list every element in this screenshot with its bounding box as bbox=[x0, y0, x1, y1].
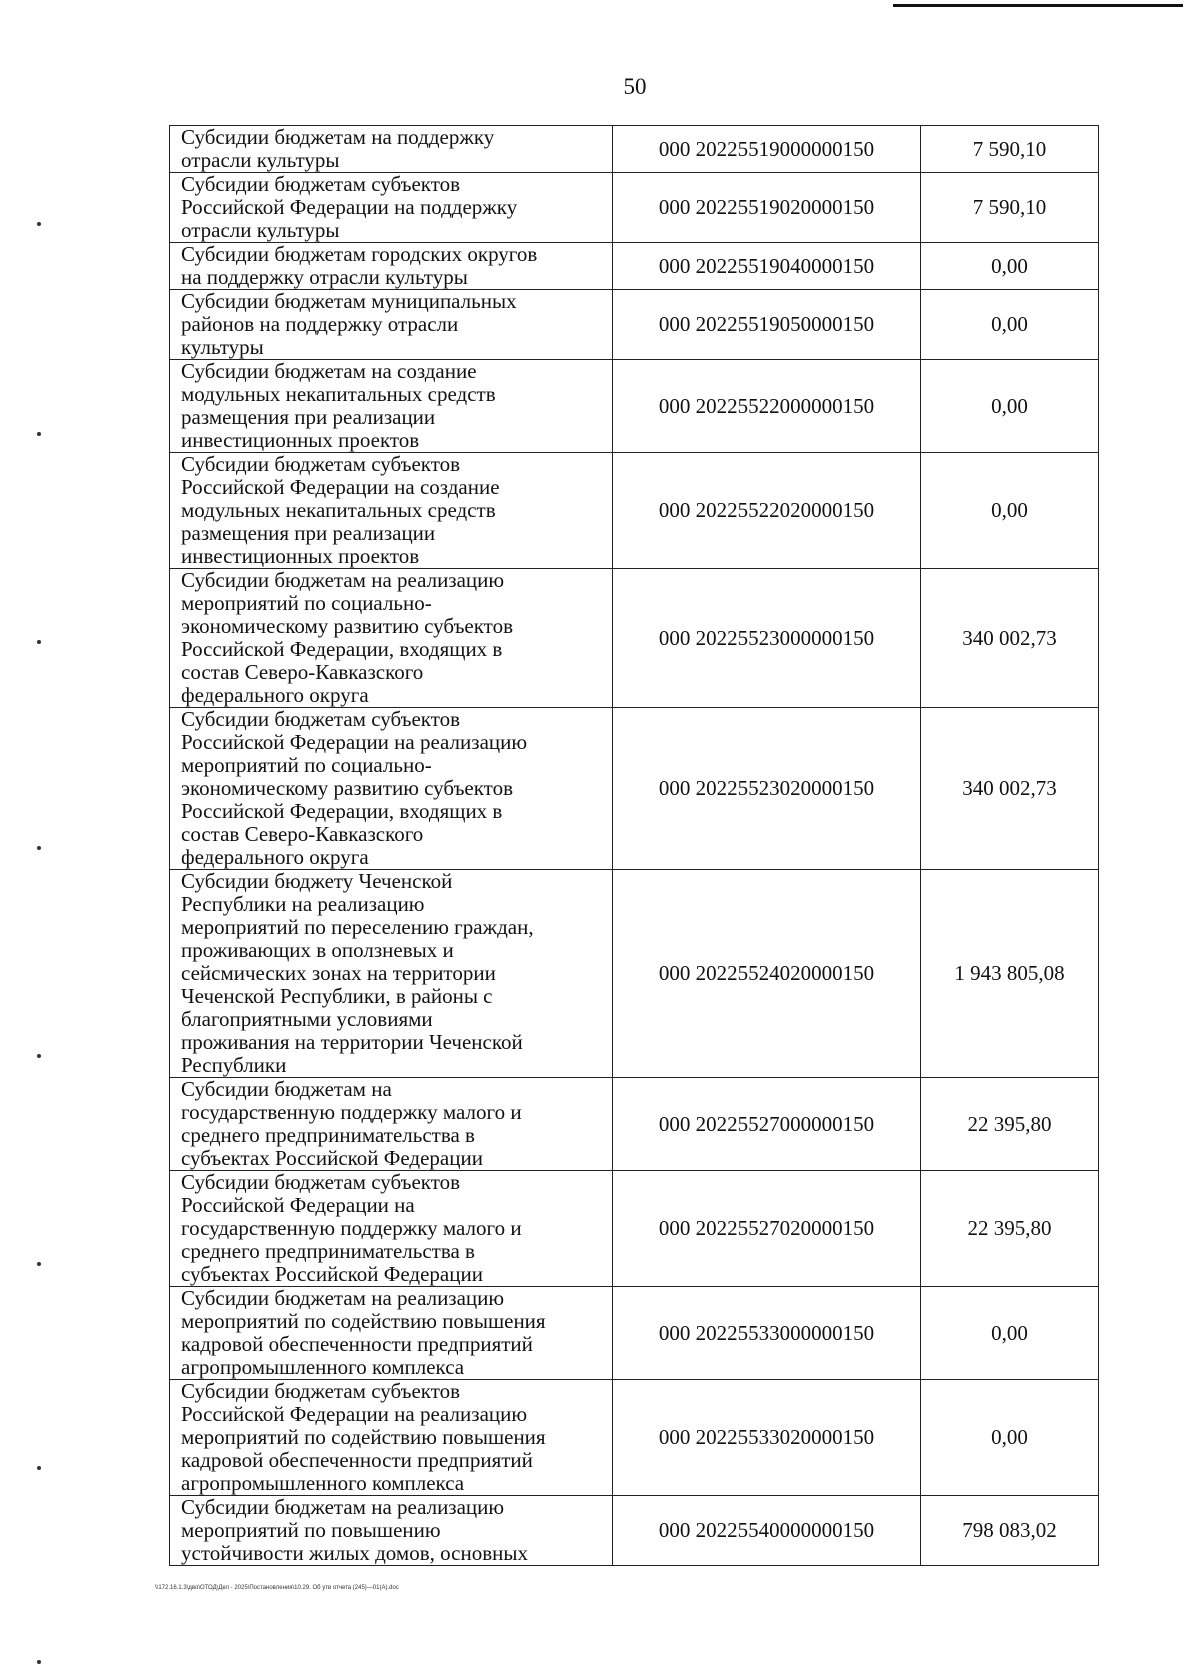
row-description-cell bbox=[170, 360, 613, 453]
row-description-cell bbox=[170, 1171, 613, 1287]
row-budget-code: 000 20225524020000150 bbox=[613, 870, 921, 1078]
table-row bbox=[170, 360, 1099, 453]
row-description: Субсидии бюджетам на поддержку отрасли культуры bbox=[181, 125, 495, 172]
row-description: Субсидии бюджетам на государственную поддержку малого и среднего предпринимательства в субъектах Российской Федерации bbox=[181, 1077, 522, 1170]
row-budget-code: 000 20225519020000150 bbox=[613, 173, 921, 243]
table-row bbox=[170, 126, 1099, 173]
row-amount: 22 395,80 bbox=[921, 1078, 1099, 1171]
page-number: 50 bbox=[623, 74, 647, 99]
row-amount: 0,00 bbox=[921, 453, 1099, 569]
table-row bbox=[170, 569, 1099, 708]
row-budget-code: 000 20225533000000150 bbox=[613, 1287, 921, 1380]
row-amount: 1 943 805,08 bbox=[921, 870, 1099, 1078]
row-budget-code: 000 20225522000000150 bbox=[613, 360, 921, 453]
row-description: Субсидии бюджетам городских округов на поддержку отрасли культуры bbox=[181, 242, 538, 289]
row-amount: 0,00 bbox=[921, 1380, 1099, 1496]
row-amount: 7 590,10 bbox=[921, 126, 1099, 173]
row-description-cell bbox=[170, 243, 613, 290]
scan-dot bbox=[37, 222, 41, 226]
scan-dot bbox=[37, 846, 41, 850]
top-rule bbox=[893, 4, 1183, 7]
row-description-cell bbox=[170, 1287, 613, 1380]
table-row bbox=[170, 1380, 1099, 1496]
row-description: Субсидии бюджетам субъектов Российской Федерации на поддержку отрасли культуры bbox=[181, 172, 518, 242]
table-row bbox=[170, 870, 1099, 1078]
scan-dot bbox=[37, 432, 41, 436]
row-budget-code: 000 20225523000000150 bbox=[613, 569, 921, 708]
table-row bbox=[170, 290, 1099, 360]
row-description: Субсидии бюджетам на реализацию мероприятий по социально- экономическому развитию субъектов Российской Федерации, входящих в состав Северо-Кавказского федерального округа bbox=[181, 568, 513, 707]
row-budget-code: 000 20225519000000150 bbox=[613, 126, 921, 173]
row-budget-code: 000 20225519040000150 bbox=[613, 243, 921, 290]
table-row bbox=[170, 243, 1099, 290]
table-row bbox=[170, 1287, 1099, 1380]
row-budget-code: 000 20225519050000150 bbox=[613, 290, 921, 360]
row-budget-code: 000 20225523020000150 bbox=[613, 708, 921, 870]
row-budget-code: 000 20225540000000150 bbox=[613, 1496, 921, 1566]
budget-table bbox=[169, 125, 1099, 1566]
row-amount: 340 002,73 bbox=[921, 708, 1099, 870]
table-row bbox=[170, 173, 1099, 243]
table-body bbox=[170, 126, 1099, 1566]
row-amount: 0,00 bbox=[921, 290, 1099, 360]
row-description-cell bbox=[170, 569, 613, 708]
row-description: Субсидии бюджетам на реализацию мероприятий по повышению устойчивости жилых домов, основных bbox=[181, 1495, 528, 1565]
row-amount: 7 590,10 bbox=[921, 173, 1099, 243]
row-budget-code: 000 20225522020000150 bbox=[613, 453, 921, 569]
row-description-cell bbox=[170, 126, 613, 173]
row-amount: 0,00 bbox=[921, 243, 1099, 290]
row-description: Субсидии бюджетам на создание модульных некапитальных средств размещения при реализации инвестиционных проектов bbox=[181, 359, 496, 452]
table-row bbox=[170, 1171, 1099, 1287]
scan-dot bbox=[37, 1054, 41, 1058]
row-description-cell bbox=[170, 870, 613, 1078]
row-description-cell bbox=[170, 1380, 613, 1496]
table-row bbox=[170, 708, 1099, 870]
row-budget-code: 000 20225527020000150 bbox=[613, 1171, 921, 1287]
scan-dot bbox=[37, 1262, 41, 1266]
table-row bbox=[170, 1496, 1099, 1566]
row-description: Субсидии бюджетам субъектов Российской Федерации на создание модульных некапитальных средств размещения при реализации инвестиционных проектов bbox=[181, 452, 500, 568]
footer-file-path: \\172.16.1.3\дво\ОТОД\Дел - 2025\Постановления\10.29. Об утв отчета (245)—01(А).doc bbox=[155, 1585, 399, 1591]
scan-dot bbox=[37, 640, 41, 644]
row-amount: 0,00 bbox=[921, 360, 1099, 453]
row-description: Субсидии бюджетам субъектов Российской Федерации на государственную поддержку малого и среднего предпринимательства в субъектах Российской Федерации bbox=[181, 1170, 522, 1286]
row-description-cell bbox=[170, 290, 613, 360]
row-budget-code: 000 20225527000000150 bbox=[613, 1078, 921, 1171]
table-row bbox=[170, 453, 1099, 569]
row-description-cell bbox=[170, 708, 613, 870]
row-description: Субсидии бюджетам муниципальных районов на поддержку отрасли культуры bbox=[181, 289, 517, 359]
row-amount: 798 083,02 bbox=[921, 1496, 1099, 1566]
row-budget-code: 000 20225533020000150 bbox=[613, 1380, 921, 1496]
row-amount: 340 002,73 bbox=[921, 569, 1099, 708]
row-description-cell bbox=[170, 1496, 613, 1566]
table-row bbox=[170, 1078, 1099, 1171]
scan-dot bbox=[37, 1660, 41, 1664]
row-description: Субсидии бюджетам субъектов Российской Федерации на реализацию мероприятий по содействию повышения кадровой обеспеченности предприятий агропромышленного комплекса bbox=[181, 1379, 546, 1495]
row-description: Субсидии бюджетам на реализацию мероприятий по содействию повышения кадровой обеспеченности предприятий агропромышленного комплекса bbox=[181, 1286, 546, 1379]
row-description-cell bbox=[170, 453, 613, 569]
scan-dot bbox=[37, 1466, 41, 1470]
row-description-cell bbox=[170, 1078, 613, 1171]
row-description-cell bbox=[170, 173, 613, 243]
row-amount: 0,00 bbox=[921, 1287, 1099, 1380]
row-amount: 22 395,80 bbox=[921, 1171, 1099, 1287]
row-description: Субсидии бюджету Чеченской Республики на реализацию мероприятий по переселению граждан, проживающих в оползневых и сейсмических зонах на территории Чеченской Республики, в районы с благоприятными условиями проживания на территории Чеченской Республики bbox=[181, 869, 534, 1077]
row-description: Субсидии бюджетам субъектов Российской Федерации на реализацию мероприятий по социально- экономическому развитию субъектов Российской Федерации, входящих в состав Северо-Кавказского федерального округа bbox=[181, 707, 528, 869]
